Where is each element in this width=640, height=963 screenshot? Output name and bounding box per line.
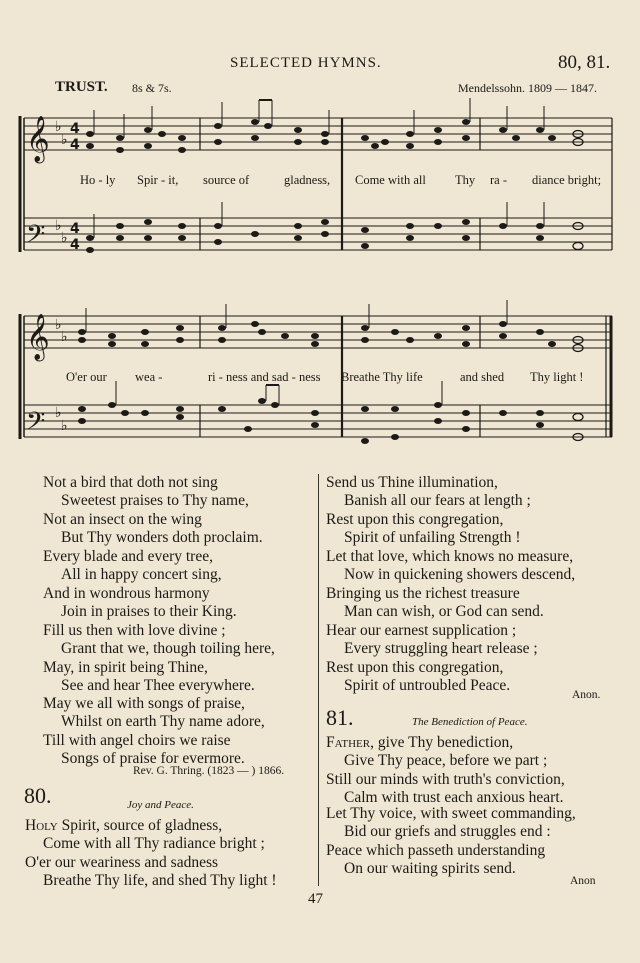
- svg-text:♭: ♭: [55, 405, 62, 421]
- verse-line: Every blade and every tree,: [43, 548, 213, 565]
- hymn-81-stanza-2: [326, 805, 576, 879]
- verse-line: Fill us then with love divine ;: [43, 622, 226, 639]
- verse-line: Not a bird that doth not sing: [43, 474, 218, 491]
- music-score: [0, 0, 640, 460]
- lyric-1-1: Ho - ly: [80, 173, 116, 187]
- hymn-80-first-word: Holy: [25, 817, 58, 834]
- tune-meter: 8s & 7s.: [132, 81, 172, 95]
- hymn-81-verse: [326, 734, 565, 808]
- verse-line: Let that love, which knows no measure,: [326, 548, 574, 565]
- svg-text:♭: ♭: [55, 317, 62, 333]
- page-number: 47: [308, 891, 323, 907]
- right-stanza-3: [326, 622, 538, 696]
- verse-line: Calm with trust each anxious heart.: [344, 789, 564, 807]
- svg-text:♭: ♭: [61, 230, 68, 246]
- verse-line: Rest upon this congregation,: [326, 510, 504, 528]
- verse-line: Bringing us the richest treasure: [326, 584, 520, 602]
- lyric-2-6: Thy light !: [530, 370, 584, 384]
- verse-line: Songs of praise for evermore.: [61, 750, 245, 768]
- hymn-80-first-rest: Spirit, source of gladness,: [57, 817, 223, 834]
- verse-line: Bid our griefs and struggles end :: [344, 823, 551, 841]
- hymn-80-verse: [25, 817, 277, 891]
- left-stanza-2: [43, 548, 237, 622]
- verse-line: May, in spirit being Thine,: [43, 658, 208, 676]
- hymn-81-first-rest: , give Thy benediction,: [370, 734, 514, 751]
- verse-line: May we all with songs of praise,: [43, 695, 245, 712]
- verse-line: But Thy wonders doth proclaim.: [61, 529, 263, 547]
- lyric-2-3: ri - ness and sad - ness: [208, 370, 321, 384]
- noteheads: [78, 119, 583, 444]
- svg-text:♭: ♭: [61, 418, 68, 434]
- verse-line: Hear our earnest supplication ;: [326, 622, 517, 639]
- verse-line: See and hear Thee everywhere.: [61, 677, 255, 695]
- hymn-80-first-line: [25, 817, 277, 835]
- running-title: SELECTED HYMNS.: [230, 55, 382, 71]
- right-attribution: Anon.: [572, 689, 601, 701]
- verse-line: Come with all Thy radiance bright ;: [43, 835, 265, 853]
- lyric-1-8: diance bright;: [532, 173, 602, 187]
- verse-line: Spirit of unfailing Strength !: [344, 529, 521, 547]
- verse-line: Rest upon this congregation,: [326, 658, 504, 676]
- verse-line: Man can wish, or God can send.: [344, 603, 544, 621]
- svg-text:♭: ♭: [61, 132, 68, 148]
- right-stanza-2: [326, 548, 575, 622]
- verse-line: Banish all our fears at length ;: [344, 492, 531, 510]
- svg-text:♭: ♭: [55, 218, 62, 234]
- lyric-2-4: Breathe Thy life: [341, 370, 423, 384]
- column-divider: [318, 474, 319, 886]
- verse-line: Spirit of untroubled Peace.: [344, 677, 511, 695]
- lyric-2-2: wea -: [135, 370, 163, 384]
- verse-line: Not an insect on the wing: [43, 510, 202, 528]
- lyric-1-6: Thy: [455, 173, 476, 187]
- composer-name: Mendelssohn.: [458, 81, 525, 95]
- verse-line: Every struggling heart release ;: [344, 640, 538, 658]
- hymn-81-attribution: Anon: [570, 875, 596, 887]
- verse-line: Sweetest praises to Thy name,: [61, 492, 249, 510]
- svg-text:𝄞: 𝄞: [26, 314, 50, 360]
- verse-line: Breathe Thy life, and shed Thy light !: [43, 872, 277, 890]
- verse-line: Grant that we, though toiling here,: [61, 640, 275, 658]
- right-stanza-1: [326, 474, 531, 548]
- verse-line: O'er our weariness and sadness: [25, 853, 219, 871]
- verse-line: Let Thy voice, with sweet commanding,: [326, 805, 576, 822]
- verse-line: Join in praises to their King.: [61, 603, 237, 621]
- verse-line: All in happy concert sing,: [61, 566, 222, 584]
- hymn-81-first-word: Father: [326, 734, 371, 751]
- bass-clef-icon: 𝄢: [26, 220, 46, 255]
- lyric-1-2: Spir - it,: [137, 173, 179, 187]
- hymn-80-title: Joy and Peace.: [127, 799, 194, 811]
- svg-text:𝄢: 𝄢: [26, 407, 46, 442]
- verse-line: Give Thy peace, before we part ;: [344, 752, 548, 770]
- lyric-1-3: source of: [203, 173, 250, 187]
- hymn-numbers: 80, 81.: [558, 52, 611, 73]
- verse-line: Now in quickening showers descend,: [344, 566, 576, 584]
- staff-bass-2: [24, 405, 612, 437]
- verse-line: Still our minds with truth's conviction,: [326, 770, 565, 788]
- verse-line: Whilst on earth Thy name adore,: [61, 713, 265, 731]
- left-stanza-1: [43, 474, 263, 548]
- hymn-81-first-line: [326, 734, 565, 752]
- hymn-81-number: 81.: [326, 705, 354, 730]
- left-stanza-4: [43, 695, 265, 769]
- verse-line: Till with angel choirs we raise: [43, 731, 231, 749]
- verse-line: Send us Thine illumination,: [326, 474, 498, 491]
- left-stanza-3: [43, 622, 275, 696]
- svg-text:4: 4: [70, 137, 80, 153]
- svg-text:♭: ♭: [55, 119, 62, 135]
- svg-text:4: 4: [70, 121, 80, 137]
- lyric-1-4: gladness,: [284, 173, 331, 187]
- staff-bass-1: [24, 218, 612, 250]
- lyric-2-5: and shed: [460, 370, 505, 384]
- staff-treble-1: [24, 118, 612, 150]
- composer-years: 1809 — 1847.: [528, 81, 597, 95]
- lyric-1-7: ra -: [490, 173, 507, 187]
- svg-text:4: 4: [70, 221, 80, 237]
- hymn-80-number: 80.: [24, 783, 52, 808]
- hymn-81-title: The Benediction of Peace.: [412, 716, 528, 728]
- tune-name: TRUST.: [55, 79, 108, 95]
- verse-line: Peace which passeth understanding: [326, 841, 546, 859]
- verse-line: And in wondrous harmony: [43, 584, 210, 602]
- svg-text:4: 4: [70, 237, 80, 253]
- treble-clef-icon: 𝄞: [26, 116, 50, 162]
- lyric-2-1: O'er our: [66, 370, 107, 384]
- left-attribution: Rev. G. Thring. (1823 — ) 1866.: [133, 765, 285, 777]
- lyric-1-5: Come with all: [355, 173, 426, 187]
- svg-text:♭: ♭: [61, 329, 68, 345]
- verse-line: On our waiting spirits send.: [344, 860, 516, 878]
